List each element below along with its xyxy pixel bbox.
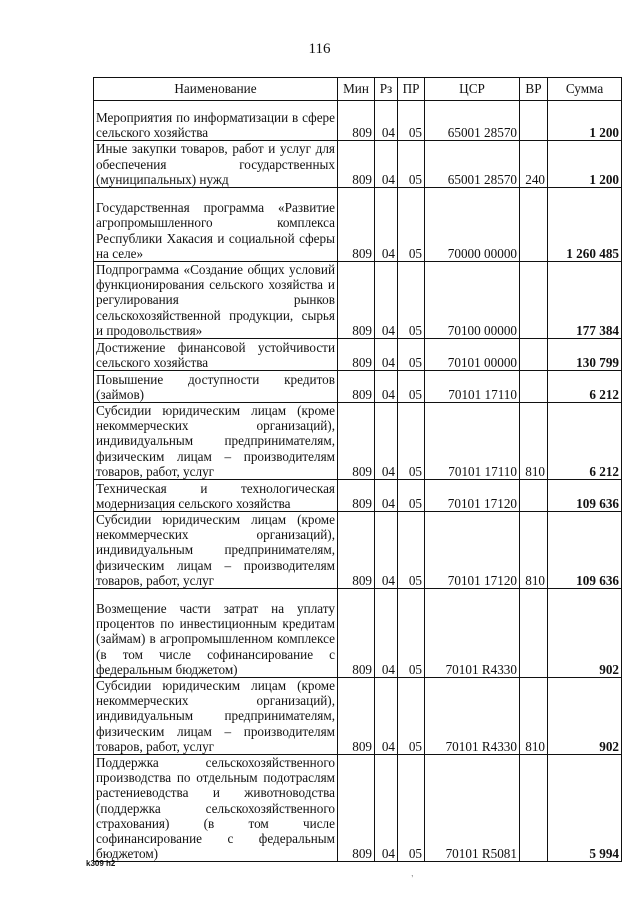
cell-sum: 6 212: [548, 371, 622, 403]
cell-rz: 04: [375, 480, 398, 512]
cell-name: Субсидии юридическим лицам (кроме некоммерческих организаций), индивидуальным предпринимателям, физическим лицам – производителям товаров, работ, услуг: [94, 678, 338, 755]
cell-rz: 04: [375, 589, 398, 678]
cell-name: Техническая и технологическая модернизация сельского хозяйства: [94, 480, 338, 512]
cell-sum: 6 212: [548, 403, 622, 480]
table-row: [94, 403, 622, 480]
cell-vr: [520, 262, 548, 339]
cell-min: 809: [338, 371, 375, 403]
cell-min: 809: [338, 678, 375, 755]
cell-vr: [520, 188, 548, 262]
cell-sum: 1 200: [548, 141, 622, 188]
cell-vr: 810: [520, 678, 548, 755]
cell-csr: 70101 R4330: [425, 589, 520, 678]
cell-pr: 05: [398, 371, 425, 403]
table-row: [94, 339, 622, 371]
cell-pr: 05: [398, 678, 425, 755]
cell-sum: 1 200: [548, 101, 622, 141]
cell-min: 809: [338, 755, 375, 862]
table-row: [94, 262, 622, 339]
header-vr: ВР: [520, 78, 548, 101]
cell-pr: 05: [398, 262, 425, 339]
cell-min: 809: [338, 403, 375, 480]
cell-name: Государственная программа «Развитие агропромышленного комплекса Республики Хакасия и социальной сферы на селе»: [94, 188, 338, 262]
cell-csr: 70101 17120: [425, 512, 520, 589]
cell-rz: 04: [375, 188, 398, 262]
cell-pr: 05: [398, 755, 425, 862]
cell-name: Возмещение части затрат на уплату процентов по инвестиционным кредитам (займам) в агропромышленном комплексе (в том числе софинансирование с федеральным бюджетом): [94, 589, 338, 678]
header-name: Наименование: [94, 78, 338, 101]
table-row: [94, 141, 622, 188]
cell-min: 809: [338, 262, 375, 339]
header-min: Мин: [338, 78, 375, 101]
header-csr: ЦСР: [425, 78, 520, 101]
cell-pr: 05: [398, 589, 425, 678]
footer-code: k309 h2: [86, 859, 116, 868]
cell-rz: 04: [375, 403, 398, 480]
table-header-row: [94, 78, 622, 101]
table-row: [94, 589, 622, 678]
cell-name: Иные закупки товаров, работ и услуг для обеспечения государственных (муниципальных) нужд: [94, 141, 338, 188]
table-row: [94, 371, 622, 403]
cell-pr: 05: [398, 339, 425, 371]
page-number: 116: [308, 41, 331, 57]
cell-min: 809: [338, 480, 375, 512]
cell-csr: 70101 17110: [425, 371, 520, 403]
header-rz: Рз: [375, 78, 398, 101]
table-row: [94, 480, 622, 512]
cell-sum: 902: [548, 678, 622, 755]
cell-pr: 05: [398, 480, 425, 512]
cell-csr: 70101 17110: [425, 403, 520, 480]
cell-rz: 04: [375, 262, 398, 339]
cell-sum: 109 636: [548, 512, 622, 589]
cell-sum: 109 636: [548, 480, 622, 512]
table-row: [94, 188, 622, 262]
cell-sum: 5 994: [548, 755, 622, 862]
cell-min: 809: [338, 188, 375, 262]
cell-csr: 70101 17120: [425, 480, 520, 512]
cell-csr: 65001 28570: [425, 141, 520, 188]
cell-min: 809: [338, 589, 375, 678]
cell-vr: [520, 755, 548, 862]
cell-min: 809: [338, 101, 375, 141]
cell-rz: 04: [375, 141, 398, 188]
cell-sum: 1 260 485: [548, 188, 622, 262]
cell-rz: 04: [375, 339, 398, 371]
cell-sum: 130 799: [548, 339, 622, 371]
cell-vr: 810: [520, 512, 548, 589]
cell-name: Субсидии юридическим лицам (кроме некоммерческих организаций), индивидуальным предпринимателям, физическим лицам – производителям товаров, работ, услуг: [94, 512, 338, 589]
cell-csr: 65001 28570: [425, 101, 520, 141]
header-sum: Сумма: [548, 78, 622, 101]
cell-csr: 70100 00000: [425, 262, 520, 339]
cell-min: 809: [338, 512, 375, 589]
cell-rz: 04: [375, 371, 398, 403]
cell-vr: [520, 371, 548, 403]
cell-rz: 04: [375, 678, 398, 755]
cell-csr: 70101 00000: [425, 339, 520, 371]
table-row: [94, 512, 622, 589]
cell-sum: 902: [548, 589, 622, 678]
table-row: [94, 755, 622, 862]
cell-vr: 810: [520, 403, 548, 480]
cell-vr: [520, 339, 548, 371]
cell-sum: 177 384: [548, 262, 622, 339]
cell-name: Субсидии юридическим лицам (кроме некоммерческих организаций), индивидуальным предпринимателям, физическим лицам – производителям товаров, работ, услуг: [94, 403, 338, 480]
cell-name: Повышение доступности кредитов (займов): [94, 371, 338, 403]
cell-pr: 05: [398, 403, 425, 480]
cell-pr: 05: [398, 141, 425, 188]
cell-csr: 70101 R5081: [425, 755, 520, 862]
cell-csr: 70101 R4330: [425, 678, 520, 755]
cell-csr: 70000 00000: [425, 188, 520, 262]
cell-name: Подпрограмма «Создание общих условий функционирования сельского хозяйства и регулирования рынков сельскохозяйственной продукции, сырья и продовольствия»: [94, 262, 338, 339]
cell-rz: 04: [375, 101, 398, 141]
cell-rz: 04: [375, 512, 398, 589]
cell-vr: [520, 101, 548, 141]
cell-min: 809: [338, 141, 375, 188]
cell-rz: 04: [375, 755, 398, 862]
cell-pr: 05: [398, 101, 425, 141]
cell-pr: 05: [398, 512, 425, 589]
header-pr: ПР: [398, 78, 425, 101]
table-row: [94, 678, 622, 755]
cell-name: Достижение финансовой устойчивости сельского хозяйства: [94, 339, 338, 371]
cell-name: Мероприятия по информатизации в сфере сельского хозяйства: [94, 101, 338, 141]
budget-table: [93, 77, 622, 862]
cell-vr: 240: [520, 141, 548, 188]
cell-name: Поддержка сельскохозяйственного производства по отдельным подотраслям растениеводства и животноводства (поддержка сельскохозяйственного страхования) (в том числе софинансирование с федеральным бюджетом): [94, 755, 338, 862]
cell-vr: [520, 480, 548, 512]
cell-min: 809: [338, 339, 375, 371]
table-row: [94, 101, 622, 141]
scan-mark: ,: [411, 868, 414, 878]
cell-vr: [520, 589, 548, 678]
cell-pr: 05: [398, 188, 425, 262]
